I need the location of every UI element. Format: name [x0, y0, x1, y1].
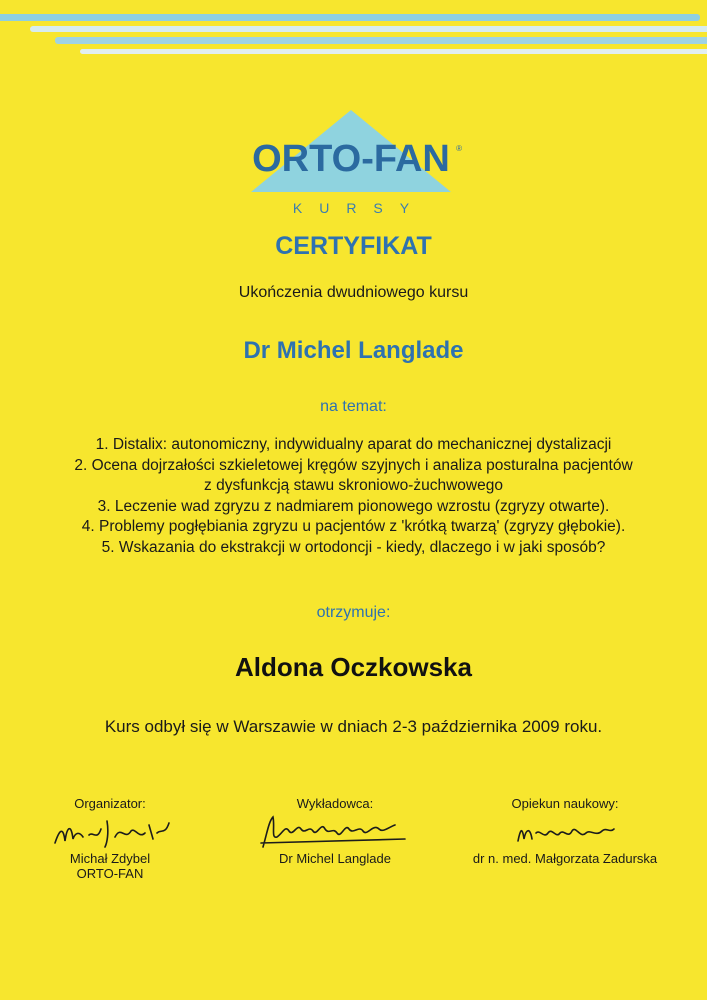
topic-item: 3. Leczenie wad zgryzu z nadmiarem pionowego wzrostu (zgryzy otwarte).: [97, 497, 610, 515]
decorative-stripe: [0, 14, 700, 21]
logo-subtitle: KURSY: [292, 200, 427, 216]
certificate-title: CERTYFIKAT: [275, 232, 432, 260]
topic-item: 4. Problemy pogłębiania zgryzu u pacjentów z 'krótką twarzą' (zgryzy głębokie).: [81, 518, 626, 535]
course-info: Kurs odbył się w Warszawie w dniach 2-3 października 2009 roku.: [104, 717, 603, 736]
signature-role: Wykładowca:: [296, 796, 374, 811]
topic-label: na temat:: [320, 398, 387, 415]
signature-name: Dr Michel Langlade: [278, 851, 391, 866]
signature-supervisor: [450, 796, 680, 866]
lecturer-name: Dr Michel Langlade: [243, 337, 464, 364]
topic-list: [0, 435, 707, 558]
signature-organizer: [30, 796, 190, 881]
orto-fan-logo: [226, 108, 476, 228]
decorative-stripe: [30, 26, 707, 32]
topic-item: 2. Ocena dojrzałości szkieletowej kręgów szyjnych i analiza posturalna pacjentów: [74, 456, 633, 474]
signature-org: ORTO-FAN: [76, 866, 144, 881]
decorative-stripe: [55, 37, 707, 44]
signature-lecturer: [250, 796, 420, 866]
logo-brand: ORTO-FAN: [252, 138, 450, 180]
topic-item: 5. Wskazania do ekstrakcji w ortodoncji - kiedy, dlaczego i w jaki sposób?: [101, 538, 606, 556]
decorative-stripe: [80, 49, 707, 54]
logo-registered-mark: ®: [456, 144, 462, 153]
certificate-subtitle: Ukończenia dwudniowego kursu: [238, 284, 469, 301]
signature-name: Michał Zdybel: [69, 851, 151, 866]
signature-name: dr n. med. Małgorzata Zadurska: [472, 851, 658, 866]
handwritten-signature: [500, 813, 630, 851]
signature-role: Opiekun naukowy:: [511, 796, 619, 811]
topic-item: 1. Distalix: autonomiczny, indywidualny aparat do mechanicznej dystalizacji: [95, 436, 612, 453]
handwritten-signature: [255, 813, 415, 851]
receives-label: otrzymuje:: [316, 604, 391, 621]
recipient-name: Aldona Oczkowska: [235, 652, 472, 682]
handwritten-signature: [45, 813, 175, 851]
signature-role: Organizator:: [74, 796, 146, 811]
topic-item: z dysfunkcją stawu skroniowo-żuchwowego: [204, 477, 503, 494]
